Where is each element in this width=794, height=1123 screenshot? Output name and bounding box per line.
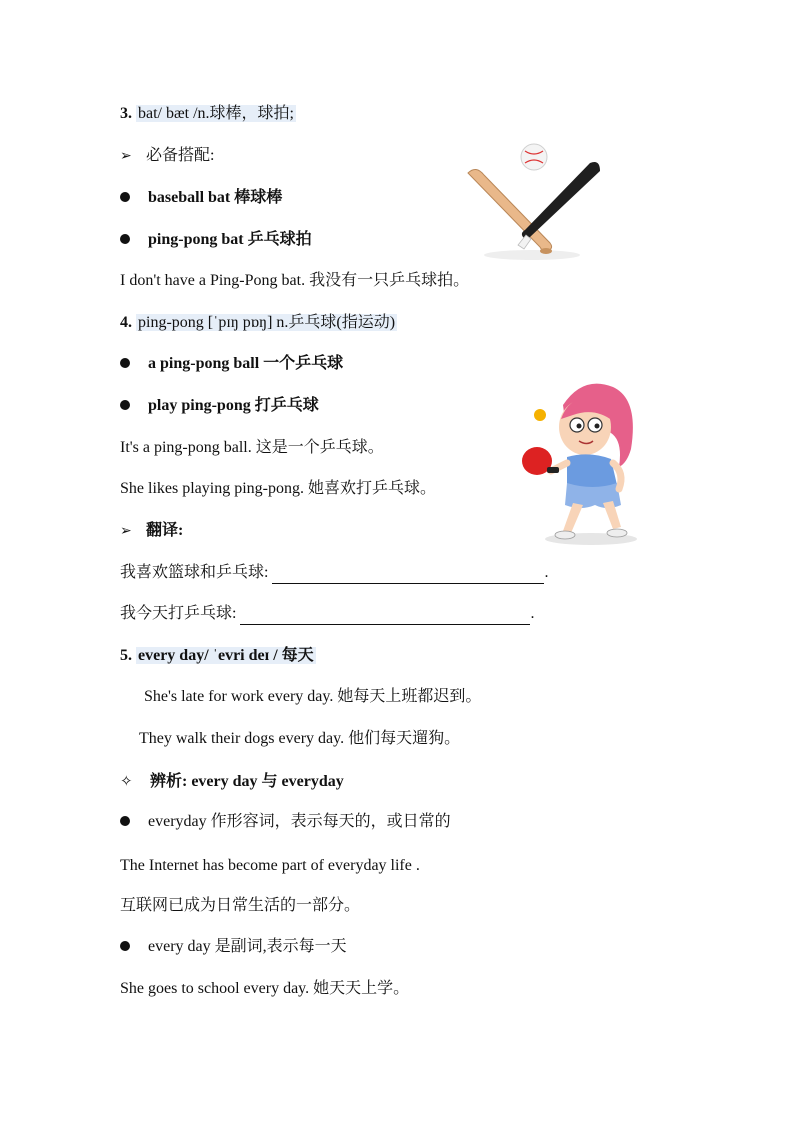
girl-playing-ping-pong-illustration bbox=[515, 375, 645, 547]
example-sentence: She goes to school every day. 她天天上学。 bbox=[120, 980, 410, 997]
list-item bbox=[120, 229, 312, 251]
translation-exercise bbox=[120, 603, 534, 625]
analysis-label: 辨析: every day 与 everyday bbox=[150, 773, 344, 790]
bullet-icon bbox=[120, 358, 130, 368]
list-item-text: play ping-pong 打乒乓球 bbox=[148, 397, 319, 414]
bats-illustration bbox=[462, 133, 604, 265]
section-4-heading bbox=[120, 312, 397, 334]
section-number: 3. bbox=[120, 105, 132, 122]
blank-terminator: . bbox=[530, 605, 535, 622]
four-point-star-icon: ✧ bbox=[120, 772, 133, 790]
list-item bbox=[120, 395, 319, 417]
baseball-icon bbox=[521, 144, 547, 170]
entry-headword: ping-pong [ˈpɪŋ pɒŋ] n.乒乓球(指运动) bbox=[138, 314, 396, 331]
translate-heading bbox=[120, 520, 183, 542]
list-item bbox=[120, 936, 347, 958]
example-sentence: She's late for work every day. 她每天上班都迟到。 bbox=[144, 688, 482, 705]
list-item-text: everyday 作形容词，表示每天的，或日常的 bbox=[148, 813, 451, 830]
arrowhead-bullet-icon: ➢ bbox=[120, 148, 132, 164]
list-item bbox=[120, 811, 451, 833]
section-5-heading bbox=[120, 645, 316, 667]
bullet-icon bbox=[120, 941, 130, 951]
bullet-icon bbox=[120, 234, 130, 244]
list-item bbox=[120, 187, 282, 209]
example-translation: 互联网已成为日常生活的一部分。 bbox=[120, 897, 361, 914]
list-item-text: ping-pong bat 乒乓球拍 bbox=[148, 231, 312, 248]
example-sentence: I don't have a Ping-Pong bat. 我没有一只乒乓球拍。 bbox=[120, 272, 470, 289]
section-number: 5. bbox=[120, 647, 132, 664]
translate-label: 翻译: bbox=[146, 522, 184, 539]
translation-exercise bbox=[120, 562, 548, 584]
bullet-icon bbox=[120, 400, 130, 410]
ping-pong-ball-icon bbox=[534, 409, 546, 421]
translation-prompt: 我今天打乒乓球: bbox=[120, 605, 237, 622]
list-item bbox=[120, 353, 343, 375]
collocation-heading bbox=[120, 145, 214, 167]
list-item-text: every day 是副词,表示每一天 bbox=[148, 938, 347, 955]
list-item-text: a ping-pong ball 一个乒乓球 bbox=[148, 355, 344, 372]
example-sentence: They walk their dogs every day. 他们每天遛狗。 bbox=[139, 730, 461, 747]
list-item-text: baseball bat 棒球棒 bbox=[148, 189, 283, 206]
collocation-label: 必备搭配: bbox=[146, 147, 215, 164]
bullet-icon bbox=[120, 816, 130, 826]
answer-blank[interactable] bbox=[240, 608, 530, 625]
entry-headword: every day/ ˈevri deɪ / 每天 bbox=[138, 647, 314, 664]
example-sentence: It's a ping-pong ball. 这是一个乒乓球。 bbox=[120, 439, 384, 456]
example-sentence: She likes playing ping-pong. 她喜欢打乒乓球。 bbox=[120, 480, 436, 497]
section-3-heading bbox=[120, 103, 296, 125]
translation-prompt: 我喜欢篮球和乒乓球: bbox=[120, 564, 269, 581]
example-sentence: The Internet has become part of everyday life . bbox=[120, 857, 420, 874]
bullet-icon bbox=[120, 192, 130, 202]
entry-headword: bat/ bæt /n.球棒，球拍; bbox=[138, 105, 295, 122]
blank-terminator: . bbox=[544, 564, 549, 581]
answer-blank[interactable] bbox=[272, 567, 544, 584]
analysis-heading bbox=[120, 770, 344, 793]
arrowhead-bullet-icon: ➢ bbox=[120, 523, 132, 539]
section-number: 4. bbox=[120, 314, 132, 331]
